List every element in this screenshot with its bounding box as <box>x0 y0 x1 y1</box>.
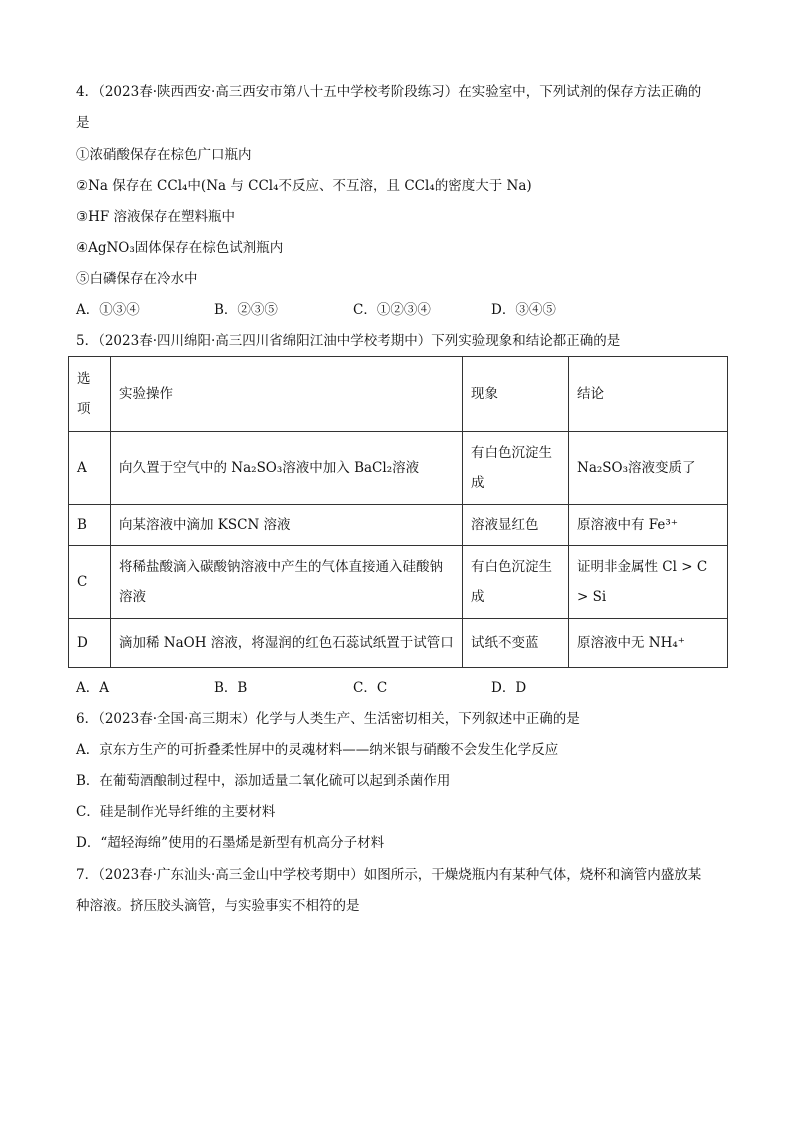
row-phenomenon: 有白色沉淀生成 <box>463 546 569 619</box>
table-header-row <box>69 357 728 432</box>
q5-options <box>76 678 526 698</box>
table-row <box>69 505 728 546</box>
q4-item-4: ④AgNO₃固体保存在棕色试剂瓶内 <box>76 240 284 256</box>
row-operation: 将稀盐酸滴入碳酸钠溶液中产生的气体直接通入硅酸钠溶液 <box>111 546 463 619</box>
row-option: C <box>69 546 111 619</box>
row-operation: 向某溶液中滴加 KSCN 溶液 <box>111 505 463 546</box>
q5-option-c[interactable]: C．C <box>353 680 388 696</box>
q4-options <box>76 300 556 320</box>
row-option: B <box>69 505 111 546</box>
q4-stem-line1: 4．（2023春·陕西西安·高三西安市第八十五中学校考阶段练习）在实验室中，下列试剂的保存方法正确的 <box>76 84 702 100</box>
header-option: 选项 <box>69 357 111 432</box>
q4-item-5: ⑤白磷保存在冷水中 <box>76 271 198 287</box>
q5-option-d[interactable]: D．D <box>491 680 527 696</box>
header-operation: 实验操作 <box>111 357 463 432</box>
row-phenomenon: 溶液显红色 <box>463 505 569 546</box>
table-row <box>69 432 728 505</box>
row-conclusion: 原溶液中有 Fe³⁺ <box>569 505 728 546</box>
q4-option-c[interactable]: C．①②③④ <box>353 302 431 318</box>
q6-option-b[interactable]: B．在葡萄酒酿制过程中，添加适量二氧化硫可以起到杀菌作用 <box>76 773 451 789</box>
q7-stem-line2: 种溶液。挤压胶头滴管，与实验事实不相符的是 <box>76 898 360 914</box>
row-option: A <box>69 432 111 505</box>
q6-option-d[interactable]: D．“超轻海绵”使用的石墨烯是新型有机高分子材料 <box>76 835 385 851</box>
q4-stem-line2: 是 <box>76 115 90 131</box>
q4-item-2: ②Na 保存在 CCl₄中(Na 与 CCl₄不反应、不互溶，且 CCl₄的密度大于 Na) <box>76 178 532 194</box>
q6-option-a[interactable]: A．京东方生产的可折叠柔性屏中的灵魂材料——纳米银与硝酸不会发生化学反应 <box>76 742 559 758</box>
q5-option-a[interactable]: A．A <box>76 680 109 696</box>
q4-option-a[interactable]: A．①③④ <box>76 302 140 318</box>
q4-item-3: ③HF 溶液保存在塑料瓶中 <box>76 209 236 225</box>
table-row <box>69 546 728 619</box>
q4-option-d[interactable]: D．③④⑤ <box>491 302 556 318</box>
q5-stem: 5．（2023春·四川绵阳·高三四川省绵阳江油中学校考期中）下列实验现象和结论都正确的是 <box>76 333 621 349</box>
q6-stem: 6．（2023春·全国·高三期末）化学与人类生产、生活密切相关，下列叙述中正确的是 <box>76 711 580 727</box>
q4-item-1: ①浓硝酸保存在棕色广口瓶内 <box>76 147 252 163</box>
header-phenomenon: 现象 <box>463 357 569 432</box>
experiment-table <box>68 356 728 668</box>
row-operation: 滴加稀 NaOH 溶液，将湿润的红色石蕊试纸置于试管口 <box>111 619 463 668</box>
q7-stem-line1: 7．（2023春·广东汕头·高三金山中学校考期中）如图所示，干燥烧瓶内有某种气体，烧杯和滴管内盛放某 <box>76 867 702 883</box>
row-phenomenon: 试纸不变蓝 <box>463 619 569 668</box>
header-conclusion: 结论 <box>569 357 728 432</box>
row-operation: 向久置于空气中的 Na₂SO₃溶液中加入 BaCl₂溶液 <box>111 432 463 505</box>
row-conclusion: 证明非金属性 Cl > C > Si <box>569 546 728 619</box>
q4-option-b[interactable]: B．②③⑤ <box>214 302 278 318</box>
q6-option-c[interactable]: C．硅是制作光导纤维的主要材料 <box>76 804 276 820</box>
row-conclusion: 原溶液中无 NH₄⁺ <box>569 619 728 668</box>
row-conclusion: Na₂SO₃溶液变质了 <box>569 432 728 505</box>
row-phenomenon: 有白色沉淀生成 <box>463 432 569 505</box>
table-row <box>69 619 728 668</box>
q5-option-b[interactable]: B．B <box>214 680 248 696</box>
row-option: D <box>69 619 111 668</box>
